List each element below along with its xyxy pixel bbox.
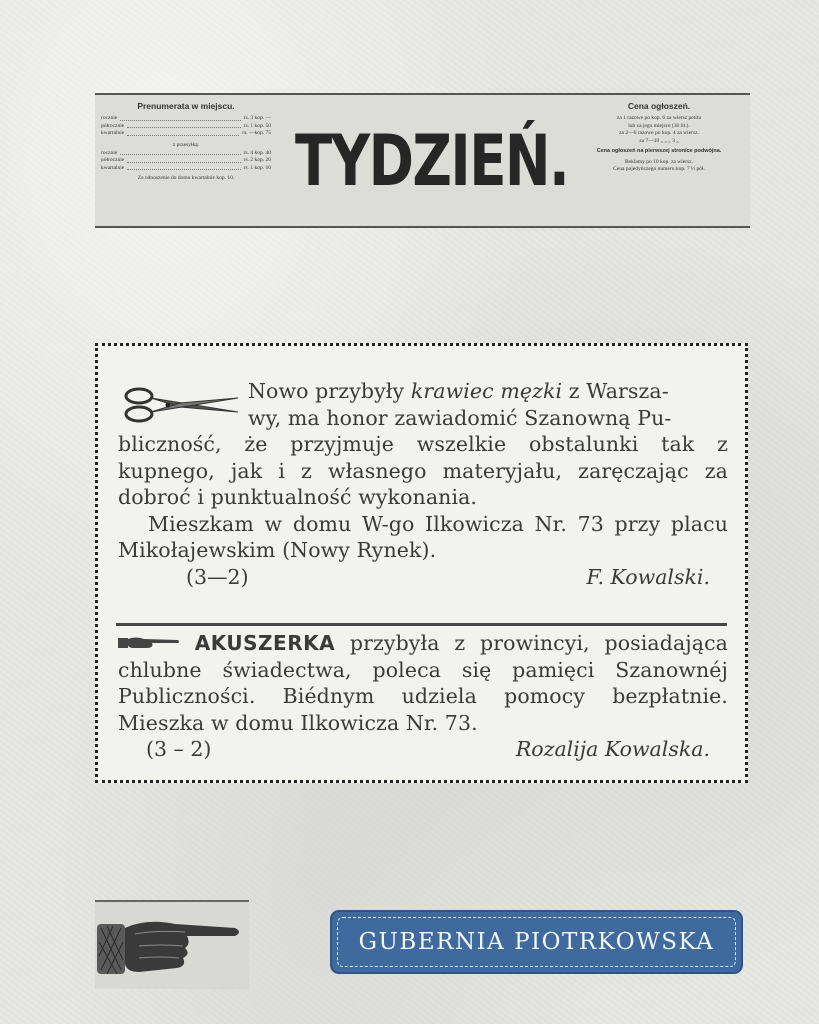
advert-price-line: lub za jego miejsce (30 lit.). (628, 122, 690, 129)
price-row: półrocznie rs. 2 kop. 20 (101, 157, 271, 163)
tailor-address: Mieszkam w domu W-go Ilkowicza Nr. 73 przy placu Mikołajewskim (Nowy Rynek). (118, 511, 728, 562)
tailor-profession: krawiec męzki (410, 379, 563, 403)
signature: F. Kowalski. (586, 564, 710, 589)
reklamy-note: Reklamy po 10 kop. za wiersz. (625, 158, 693, 165)
advert-prices-heading: Cena ogłoszeń. (627, 101, 691, 111)
masthead-clipping (95, 93, 750, 228)
gubernia-badge (330, 910, 743, 974)
advert-panel (95, 343, 748, 783)
advert-price-line: za 7—10 „ „ „ 3 „ (639, 137, 679, 144)
delivery-note: Za odnoszenie do domu kwartalnie kop. 10. (137, 175, 235, 181)
price-row: kwartalnie rs. —kop. 75 (101, 130, 271, 136)
tailor-intro: Nowo przybyły krawiec męzki z Warsza- wy, ma honor zawiadomić Szanowną Pu- (248, 379, 672, 430)
signature: Rozalija Kowalska. (515, 737, 710, 761)
first-page-note: Cena ogłoszeń na pierwszej stronice podwójna. (596, 148, 722, 154)
midwife-headline: AKUSZERKA (194, 631, 336, 655)
issue-number: (3—2) (186, 564, 249, 589)
price-row: rocznie rs. 4 kop. 40 (101, 149, 271, 156)
scissors-icon (122, 384, 240, 426)
price-row: rocznie rs. 3 kop. — (101, 115, 271, 121)
midwife-footer (118, 736, 728, 762)
midwife-body: przybyła z prowincyi, posiadająca chlubne świadectwa, poleca się pamięci Szanownéj Publiczności. Biédnym udziela pomocy bezpłatnie. Mieszka w domu Ilkowicza Nr. 73. (118, 631, 728, 735)
advert-price-line: za 1 razowe po kop. 6 za wiersz petitu (616, 115, 702, 121)
newspaper-title: TYDZIEŃ. (294, 120, 569, 202)
pointing-hand-icon (95, 902, 249, 989)
postal-heading: z przesyłką: (172, 141, 200, 148)
price-row: półrocznie rs. 1 kop. 50 (101, 122, 271, 129)
subscription-prices (101, 101, 271, 182)
issue-number: (3 – 2) (146, 737, 212, 761)
price-row: kwartalnie rs. 1 kop. 10 (101, 164, 271, 171)
pointing-hand-clipping (95, 900, 249, 989)
tailor-body: bliczność, że przyjmuje wszelkie obstalunki tak z kupnego, jak i z własnego materyjału, zaręczając za dobroć i punktualność wykonania. (118, 432, 728, 509)
tailor-advert (118, 378, 728, 590)
advert-price-line: za 2—6 razowe po kop. 4 za wiersz. (619, 130, 699, 136)
single-issue-price: Cena pojedyńczego numeru kop. 7 ½ pół. (613, 166, 705, 172)
midwife-advert (118, 630, 728, 762)
advert-prices (574, 101, 744, 174)
divider (116, 623, 727, 626)
badge-label: GUBERNIA PIOTRKOWSKA (337, 917, 736, 967)
tailor-footer (118, 564, 728, 590)
subscription-heading: Prenumerata w miejscu. (137, 101, 235, 111)
pointing-hand-icon (118, 635, 180, 651)
